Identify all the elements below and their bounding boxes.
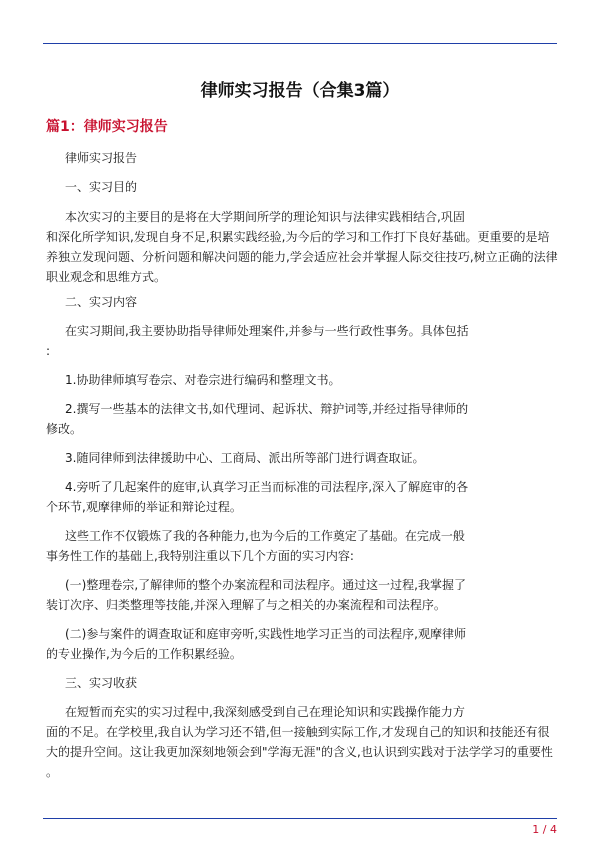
text-line: 装订次序、归类整理等技能,并深入理解了与之相关的办案流程和司法程序。 bbox=[46, 598, 446, 612]
text-line: 4.旁听了几起案件的庭审,认真学习正当而标准的司法程序,深入了解庭审的各 bbox=[65, 480, 469, 494]
paragraph-purpose bbox=[46, 207, 556, 287]
text-line: 事务性工作的基础上,我特别注重以下几个方面的实习内容: bbox=[46, 549, 354, 563]
text-line: : bbox=[46, 344, 51, 358]
list-item-2 bbox=[46, 399, 556, 439]
text-line: 修改。 bbox=[46, 422, 83, 436]
paragraph-summary bbox=[46, 526, 556, 566]
text-line: 本次实习的主要目的是将在大学期间所学的理论知识与法律实践相结合,巩固 bbox=[65, 210, 465, 224]
text-line: 和深化所学知识,发现自身不足,积累实践经验,为今后的学习和工作打下良好基础。更重要的是培 bbox=[46, 230, 550, 244]
heading-purpose: 一、实习目的 bbox=[65, 180, 138, 194]
text-line: (一)整理卷宗,了解律师的整个办案流程和司法程序。通过这一过程,我掌握了 bbox=[65, 578, 466, 592]
subtitle: 律师实习报告 bbox=[65, 151, 138, 165]
page-number: 1 / 4 bbox=[532, 823, 557, 836]
list-item-1: 1.协助律师填写卷宗、对卷宗进行编码和整理文书。 bbox=[65, 373, 341, 387]
text-line: 大的提升空间。这让我更加深刻地领会到"学海无涯"的含义,也认识到实践对于法学学习的重要性 bbox=[46, 745, 553, 759]
text-line: 职业观念和思维方式。 bbox=[46, 270, 167, 284]
text-line: 的专业操作,为今后的工作积累经验。 bbox=[46, 647, 242, 661]
section-heading: 篇1：律师实习报告 bbox=[46, 119, 168, 135]
footer-rule bbox=[43, 818, 557, 819]
paragraph-content-intro bbox=[46, 321, 556, 361]
header-rule bbox=[43, 43, 557, 44]
document-title: 律师实习报告（合集3篇） bbox=[200, 81, 400, 101]
heading-content: 二、实习内容 bbox=[65, 295, 138, 309]
heading-gains: 三、实习收获 bbox=[65, 676, 138, 690]
list-item-4 bbox=[46, 477, 556, 517]
text-line: 这些工作不仅锻炼了我的各种能力,也为今后的工作奠定了基础。在完成一般 bbox=[65, 529, 465, 543]
text-line: 养独立发现问题、分析问题和解决问题的能力,学会适应社会并掌握人际交往技巧,树立正确的法律 bbox=[46, 250, 558, 264]
paragraph-gains bbox=[46, 702, 556, 782]
text-line: 面的不足。在学校里,我自认为学习还不错,但一接触到实际工作,才发现自己的知识和技能还有很 bbox=[46, 725, 550, 739]
text-line: 在短暂而充实的实习过程中,我深刻感受到自己在理论知识和实践操作能力方 bbox=[65, 705, 465, 719]
list-item-3: 3.随同律师到法律援助中心、工商局、派出所等部门进行调查取证。 bbox=[65, 451, 425, 465]
text-line: 在实习期间,我主要协助指导律师处理案件,并参与一些行政性事务。具体包括 bbox=[65, 324, 469, 338]
text-line: 个环节,观摩律师的举证和辩论过程。 bbox=[46, 500, 242, 514]
text-line: (二)参与案件的调查取证和庭审旁听,实践性地学习正当的司法程序,观摩律师 bbox=[65, 627, 466, 641]
paragraph-point-2 bbox=[46, 624, 556, 664]
text-line: 2.撰写一些基本的法律文书,如代理词、起诉状、辩护词等,并经过指导律师的 bbox=[65, 402, 469, 416]
text-line: 。 bbox=[46, 765, 59, 779]
paragraph-point-1 bbox=[46, 575, 556, 615]
